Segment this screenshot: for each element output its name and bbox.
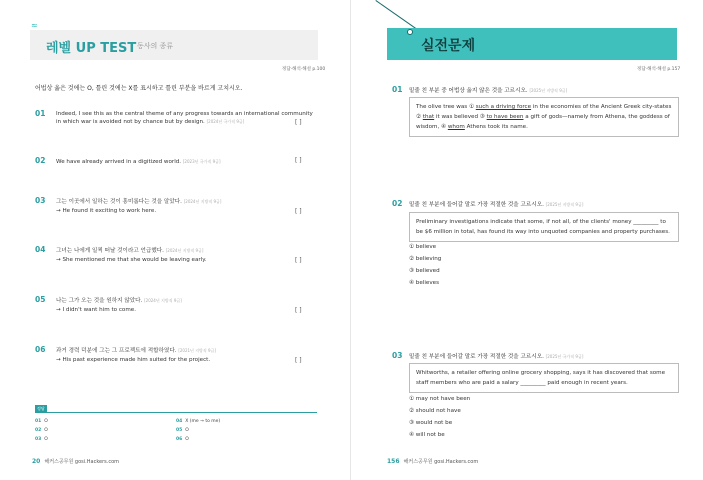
answer-item: 04 X (me → to me) [176, 419, 221, 424]
option-4[interactable]: ④ believes [409, 280, 440, 286]
answer-bracket[interactable]: [ ] [295, 307, 302, 314]
option-1[interactable]: ① may not have been [409, 396, 471, 402]
question-prompt: 밑줄 친 부분에 들어갈 말로 가장 적절한 것을 고르시오. [2025년 국가직 9급] [409, 354, 584, 360]
question-text: Indeed, I see this as the central theme of any progress towards an international community [56, 111, 313, 117]
answer-reference: 정답·해석·해설 p.100 [282, 67, 326, 72]
passage-box [409, 97, 679, 137]
page-footer [32, 458, 119, 465]
passage-line: ② that it was believed ③ to have been a gift of gods—namely from Athena, the goddess of [416, 114, 670, 120]
question-text: 과거 경력 덕분에 그는 그 프로젝트에 적합하였다. [2021년 지방직 9급] [56, 348, 217, 354]
passage-line: staff members who are paid a salary _________ paid enough in recent years. [416, 380, 628, 386]
answer-bracket[interactable]: [ ] [295, 208, 302, 215]
instruction-text: 어법상 옳은 것에는 O, 틀린 것에는 X를 표시하고 틀린 부분을 바르게 고치시오. [35, 85, 243, 92]
passage-line: be $6 million in total, has found its way into unquoted companies and property purchases. [416, 229, 670, 235]
answer-item: 01 O [35, 419, 48, 424]
question-number: 01 [35, 109, 46, 118]
passage-line: wisdom, ④ whom Athens took its name. [416, 124, 528, 130]
answer-bracket[interactable]: [ ] [295, 257, 302, 264]
question-number: 02 [392, 199, 403, 208]
passage-line: The olive tree was ① such a driving force in the economies of the Ancient Greek city-states [416, 104, 672, 110]
question-text: We have already arrived in a digitized world. [2023년 국가직 9급] [56, 159, 221, 165]
question-prompt: 밑줄 친 부분 중 어법상 옳지 않은 것을 고르시오. [2025년 지방직 9급] [409, 88, 568, 94]
header-subtitle: 동사의 종류 [137, 42, 174, 50]
answer-reference: 정답·해석·해설 p.157 [637, 67, 681, 72]
question-number: 01 [392, 85, 403, 94]
level-up-header [30, 30, 318, 60]
header-title: 레벨 UP TEST [46, 41, 137, 56]
passage-line: Whitworths, a retailer offering online grocery shopping, says it has discovered that some [416, 370, 666, 376]
question-number: 04 [35, 245, 46, 254]
question-number: 06 [35, 345, 46, 354]
header-title: 실전문제 [421, 38, 476, 54]
footer-text: 해커스공무원 gosi.Hackers.com [403, 459, 479, 465]
answer-item: 05 O [176, 428, 189, 433]
answer-key [35, 406, 317, 442]
practice-header [387, 28, 677, 60]
decorative-line [375, 0, 417, 29]
question-translation: → I didn't want him to come. [56, 307, 137, 313]
answer-item: 06 O [176, 437, 189, 442]
page-number: 20 [32, 458, 41, 465]
question-number: 02 [35, 156, 46, 165]
option-1[interactable]: ① believe [409, 244, 437, 250]
answer-item: 02 O [35, 428, 48, 433]
question-number: 03 [35, 196, 46, 205]
option-3[interactable]: ③ would not be [409, 420, 453, 426]
passage-box [409, 363, 679, 393]
answer-key-label: 정답 [37, 406, 45, 411]
question-prompt: 밑줄 친 부분에 들어갈 말로 가장 적절한 것을 고르시오. [2025년 지방직 9급] [409, 202, 584, 208]
answer-item: 03 O [35, 437, 48, 442]
answer-bracket[interactable]: [ ] [295, 119, 302, 126]
question-number: 03 [392, 351, 403, 360]
answer-bracket[interactable]: [ ] [295, 157, 302, 164]
question-text: 나는 그가 오는 것을 원하지 않았다. [2024년 지방직 9급] [56, 298, 182, 304]
page-footer [387, 458, 478, 465]
question-text: 그는 이곳에서 일하는 것이 흥미롭다는 것을 알았다. [2024년 지방직 9급] [56, 199, 222, 205]
passage-line: Preliminary investigations indicate that some, if not all, of the clients' money _________ to [416, 219, 666, 225]
question-translation: → He found it exciting to work here. [56, 208, 157, 214]
option-3[interactable]: ③ believed [409, 268, 440, 274]
footer-text: 해커스공무원 gosi.Hackers.com [44, 459, 120, 465]
page-number: 156 [387, 458, 400, 465]
pin-icon [407, 29, 413, 35]
question-text-line2: in which war is avoided not by chance but by design. [2024년 국가직 9급] [56, 119, 245, 125]
question-translation: → His past experience made him suited for the project. [56, 357, 211, 363]
right-page [352, 0, 703, 480]
option-2[interactable]: ② believing [409, 256, 442, 262]
option-4[interactable]: ④ will not be [409, 432, 445, 438]
question-translation: → She mentioned me that she would be leaving early. [56, 257, 207, 263]
passage-box [409, 212, 679, 242]
answer-bracket[interactable]: [ ] [295, 357, 302, 364]
question-text: 그녀는 나에게 일찍 떠날 것이라고 언급했다. [2024년 지방직 9급] [56, 248, 204, 254]
left-page [0, 0, 351, 480]
question-number: 05 [35, 295, 46, 304]
waves-icon: ≈ [31, 21, 37, 30]
option-2[interactable]: ② should not have [409, 408, 461, 414]
